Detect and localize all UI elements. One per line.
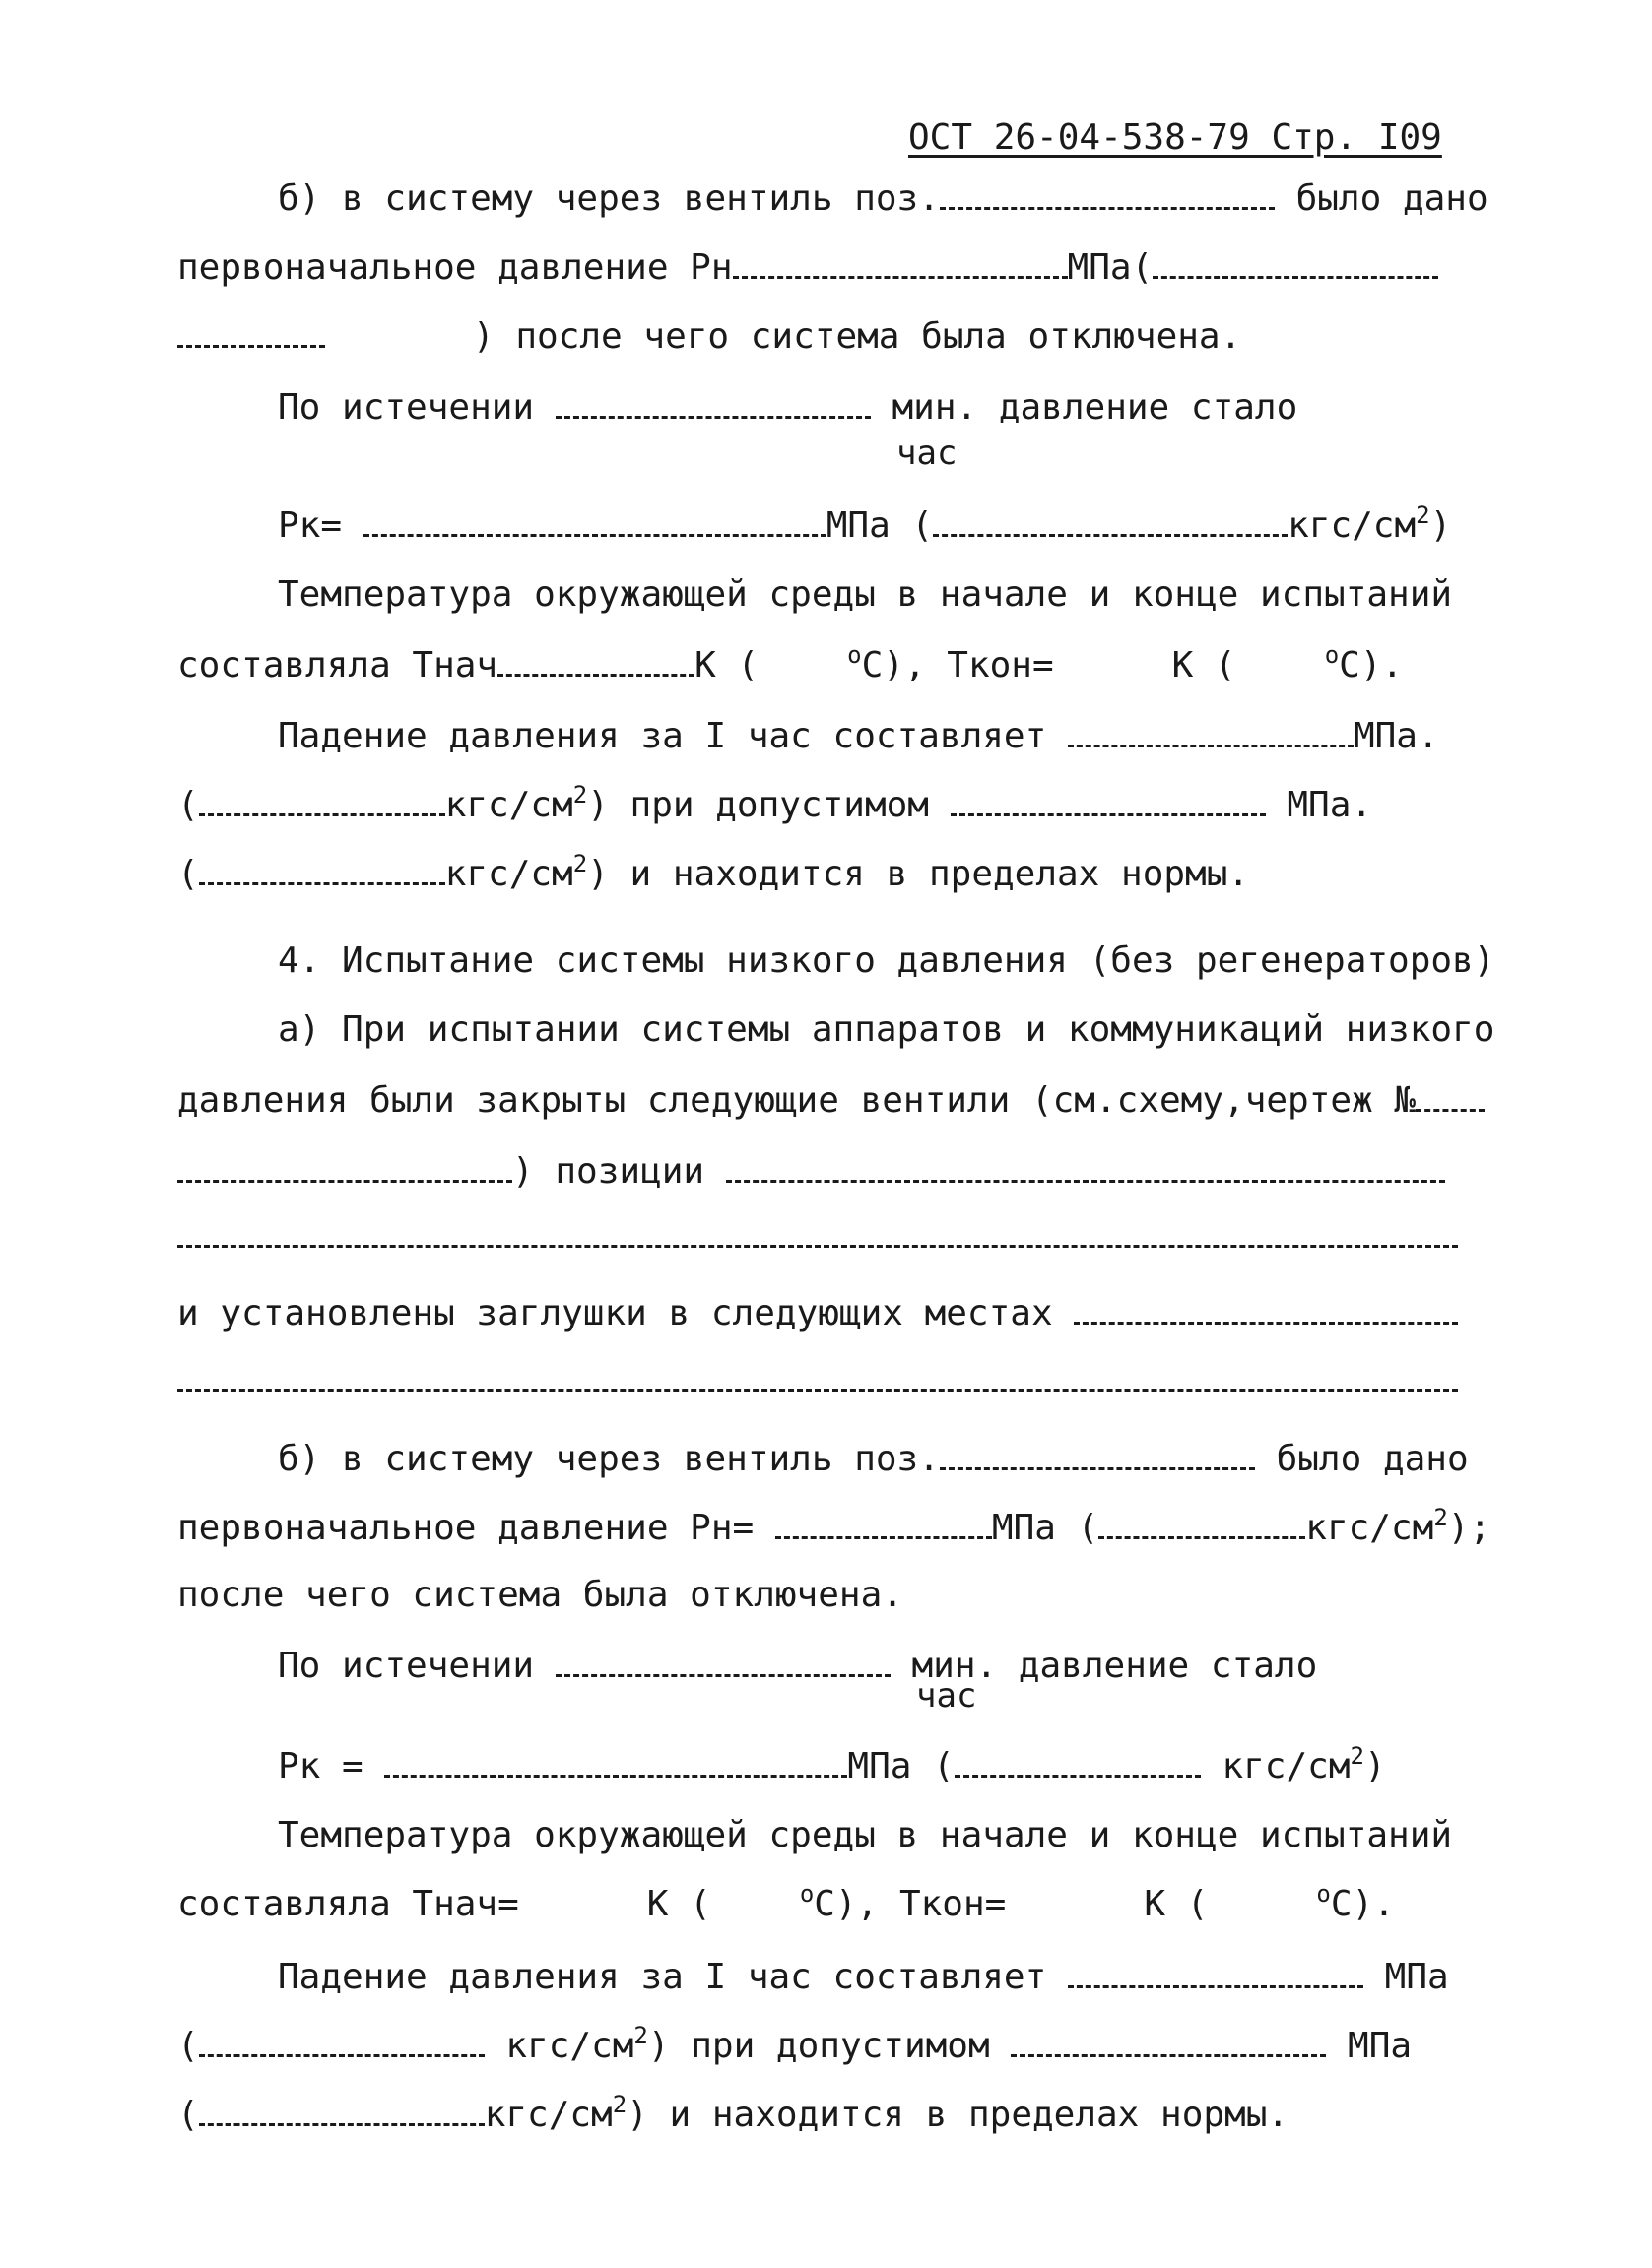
s4-temp-e: С). [1330,1884,1395,1924]
s4-b-line2-kgs: кгс/см [1305,1508,1434,1548]
s4-deg2: о [1316,1880,1331,1908]
s3-b-line3 [177,315,1241,356]
s3-tnach-blank [497,644,694,677]
s4-temp-d: К ( [1144,1884,1209,1924]
s4-pk-close: ) [1363,1746,1386,1786]
s3-pk-sq: 2 [1416,501,1430,529]
s4-temp-line2 [177,1880,1395,1924]
s4-drop3-kgs-blank [199,2094,485,2126]
s3-temp-e: С). [1339,645,1404,685]
s3-time-unit: час [896,433,958,473]
s4-a-line5-text: и установлены заглушки в следующих местах [177,1293,1053,1333]
s4-pk-kgs: кгс/см [1222,1746,1351,1786]
s4-a-line5 [177,1292,1458,1333]
s4-drop3-sq: 2 [612,2091,628,2118]
s4-valve-position-blank [940,1438,1255,1470]
s4-drop-line3 [177,2091,1289,2135]
s4-b-line1-text: б) в систему через вентиль поз. [278,1439,940,1479]
s3-deg1: о [847,641,862,669]
s4-time-line [278,1645,1317,1686]
s3-b-line3-text: ) после чего система была отключена. [473,316,1242,356]
s4-time-blank [556,1645,891,1677]
s4-a-line1: а) При испытании системы аппаратов и коммуникаций низкого [278,1009,1495,1050]
s4-b-line1-post: было дано [1276,1439,1469,1479]
s3-b-line1-text: б) в систему через вентиль поз. [278,178,940,219]
s3-drop2-mid: ) при допустимом [587,785,929,825]
s4-time-unit: час [916,1676,977,1716]
s4-drop-line1 [278,1956,1449,1997]
plugs-locations-cont-rule [177,1389,1458,1392]
s3-time-line [278,386,1297,427]
s3-temp-d: К ( [1171,645,1236,685]
s3-drop2-open: ( [177,785,199,825]
s3-time-blank [556,386,871,419]
s4-a-line3 [177,1150,1445,1192]
s4-pk-line [278,1742,1386,1786]
s4-initial-mpa-blank [775,1507,992,1539]
s3-pk-mpa-blank [363,504,826,537]
s4-temp-line1: Температура окружающей среды в начале и конце испытаний [278,1815,1453,1855]
initial-pressure-kgs-cont-blank [177,315,325,348]
s4-b-line2-text: первоначальное давление Рн= [177,1508,755,1548]
page-header: ОСТ 26-04-538-79 Стр. I09 [908,117,1442,158]
s3-b-line2 [177,246,1438,288]
s4-a-line2-text: давления были закрыты следующие вентили (см.схему,чертеж № [177,1080,1417,1121]
s4-drop2-kgs-blank [199,2025,485,2057]
s3-pk-kgs-blank [933,504,1288,537]
s4-initial-kgs-blank [1098,1507,1305,1539]
s4-drop-pre: Падение давления за I час составляет [278,1957,1047,1997]
s3-drop3-open: ( [177,854,199,894]
s4-a-line2 [177,1079,1485,1121]
s4-b-line2-close: ); [1447,1508,1491,1548]
s3-deg2: о [1324,641,1340,669]
s3-drop2-kgs-blank [199,784,445,816]
s3-pk-kgs: кгс/см [1288,505,1417,546]
s3-time-pre: По истечении [278,387,535,427]
s3-drop-unit: МПа. [1353,716,1439,756]
s4-b-line3: после чего система была отключена. [177,1575,903,1615]
s3-drop-line3 [177,850,1250,894]
s3-drop-mpa-blank [1068,715,1354,747]
s4-b-line2-mpa: МПа ( [991,1508,1099,1548]
s3-b-line2-text: первоначальное давление Рн [177,247,733,288]
s3-drop3-post: ) и находится в пределах нормы. [587,854,1250,894]
s3-drop-pre: Падение давления за I час составляет [278,716,1047,756]
s3-b-line1-post: было дано [1295,178,1488,219]
valve-position-blank [940,177,1275,210]
s3-pk-mpa: МПа ( [826,505,934,546]
s4-pk-kgs-blank [955,1745,1201,1778]
s4-time-pre: По истечении [278,1646,535,1686]
s4-drop-line2 [177,2022,1413,2066]
s4-deg1: о [799,1880,815,1908]
drawing-number-blank [1416,1079,1485,1112]
s3-drop2-allowed-blank [951,784,1266,816]
s4-a-line3-text: ) позиции [512,1151,705,1192]
s4-drop-unit: МПа [1384,1957,1449,1997]
valve-positions-blank [726,1150,1445,1183]
s3-b-line2-mid: МПа( [1067,247,1154,288]
s4-b-line2 [177,1504,1491,1548]
s3-b-line1 [278,177,1488,219]
s4-b-line1 [278,1438,1469,1479]
s3-drop2-unit: МПа. [1287,785,1373,825]
s4-drop2-kgs: кгс/см [505,2026,634,2066]
s3-pk-close: ) [1429,505,1452,546]
s4-pk-sq: 2 [1350,1742,1364,1770]
plugs-locations-blank [1074,1292,1458,1325]
s4-time-post: мин. давление стало [911,1646,1318,1686]
s4-drop-mpa-blank [1068,1956,1363,1988]
s3-temp-c: С), Ткон= [861,645,1054,685]
s3-pk-line [278,501,1452,546]
s4-temp-b: К ( [646,1884,711,1924]
drawing-number-cont-blank [177,1150,512,1183]
s4-drop2-sq: 2 [633,2022,648,2049]
s4-temp-a: составляла Тнач= [177,1884,519,1924]
s3-temp-b: К ( [694,645,760,685]
s4-temp-c: С), Ткон= [814,1884,1007,1924]
s3-drop-line1 [278,715,1439,756]
s3-temp-line2 [177,641,1404,685]
s4-drop2-mid: ) при допустимом [647,2026,990,2066]
s4-drop3-open: ( [177,2095,199,2135]
s3-time-post: мин. давление стало [892,387,1298,427]
s4-drop3-kgs: кгс/см [484,2095,613,2135]
s3-drop3-kgs-blank [199,853,445,885]
s4-pk-mpa-blank [384,1745,847,1778]
initial-pressure-kgs-blank [1153,246,1438,279]
s4-title: 4. Испытание системы низкого давления (без регенераторов) [278,940,1495,981]
s3-drop-line2 [177,781,1373,825]
initial-pressure-mpa-blank [733,246,1068,279]
s4-drop2-open: ( [177,2026,199,2066]
s4-b-sq: 2 [1433,1504,1448,1531]
s3-pk-pre: Рк= [278,505,343,546]
s3-drop2-sq: 2 [572,781,588,809]
valve-positions-cont-rule [177,1245,1458,1248]
s4-pk-mpa: МПа ( [847,1746,955,1786]
s4-drop3-post: ) и находится в пределах нормы. [627,2095,1289,2135]
s4-drop2-unit: МПа [1348,2026,1413,2066]
s4-drop2-allowed-blank [1011,2025,1326,2057]
s3-temp-a: составляла Тнач [177,645,498,685]
s3-temp-line1: Температура окружающей среды в начале и конце испытаний [278,574,1453,615]
s3-drop3-kgs: кгс/см [444,854,573,894]
s3-drop2-kgs: кгс/см [444,785,573,825]
s3-drop3-sq: 2 [572,850,588,877]
s4-pk-pre: Рк = [278,1746,363,1786]
